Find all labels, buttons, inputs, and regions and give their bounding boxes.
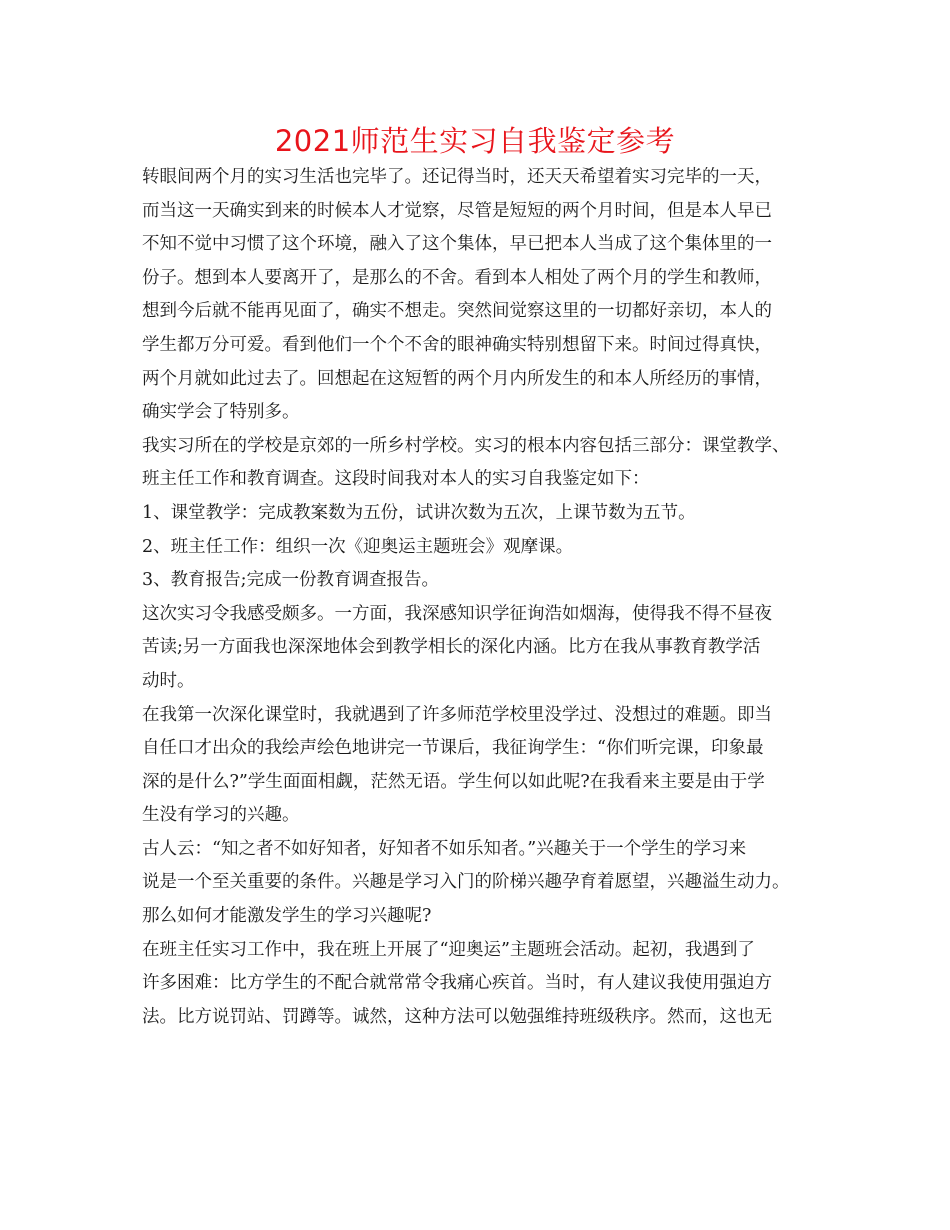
text-line: 想到今后就不能再见面了，确实不想走。突然间觉察这里的一切都好亲切，本人的: [142, 301, 772, 322]
text-line: 苦读;另一方面我也深深地体会到教学相长的深化内涵。比方在我从事教育教学活: [142, 637, 761, 658]
text-line: 份子。想到本人要离开了，是那么的不舍。看到本人相处了两个月的学生和教师，: [142, 267, 772, 288]
text-line: 班主任工作和教育调查。这段时间我对本人的实习自我鉴定如下：: [142, 469, 650, 490]
text-line: 1、课堂教学：完成教案数为五份，试讲次数为五次，上课节数为五节。: [142, 502, 696, 523]
text-line: 自任口才出众的我绘声绘色地讲完一节课后，我征询学生：“你们听完课，印象最: [142, 738, 764, 759]
text-line: 这次实习令我感受颇多。一方面，我深感知识学征询浩如烟海，使得我不得不昼夜: [142, 603, 772, 624]
text-line: 在我第一次深化课堂时，我就遇到了许多师范学校里没学过、没想过的难题。即当: [142, 704, 772, 725]
text-line: 不知不觉中习惯了这个环境，融入了这个集体，早已把本人当成了这个集体里的一: [142, 234, 772, 255]
text-line: 许多困难：比方学生的不配合就常常令我痛心疾首。当时，有人建议我使用强迫方: [142, 973, 772, 994]
document-body: [142, 161, 822, 1034]
text-line: 古人云：“知之者不如好知者，好知者不如乐知者。”兴趣关于一个学生的学习来: [142, 838, 747, 859]
text-line: 确实学会了特别多。: [142, 402, 300, 423]
text-line: 而当这一天确实到来的时候本人才觉察，尽管是短短的两个月时间，但是本人早已: [142, 200, 772, 221]
text-line: 深的是什么?”学生面面相觑，茫然无语。学生何以如此呢?在我看来主要是由于学: [142, 771, 765, 792]
document-title: 2021师范生实习自我鉴定参考: [274, 124, 676, 158]
text-line: 2、班主任工作：组织一次《迎奥运主题班会》观摩课。: [142, 536, 574, 557]
text-line: 生没有学习的兴趣。: [142, 805, 300, 826]
text-line: 两个月就如此过去了。回想起在这短暂的两个月内所发生的和本人所经历的事情，: [142, 368, 772, 389]
text-line: 3、教育报告;完成一份教育调查报告。: [142, 570, 440, 591]
text-line: 说是一个至关重要的条件。兴趣是学习入门的阶梯兴趣孕育着愿望，兴趣溢生动力。: [142, 872, 790, 893]
text-line: 那么如何才能激发学生的学习兴趣呢?: [142, 906, 432, 927]
text-line: 转眼间两个月的实习生活也完毕了。还记得当时，还天天希望着实习完毕的一天，: [142, 167, 772, 187]
text-line: 法。比方说罚站、罚蹲等。诚然，这种方法可以勉强维持班级秩序。然而，这也无: [142, 1006, 772, 1027]
text-line: 我实习所在的学校是京郊的一所乡村学校。实习的根本内容包括三部分：课堂教学、: [142, 435, 790, 456]
text-line: 动时。: [142, 670, 195, 691]
text-line: 学生都万分可爱。看到他们一个个不舍的眼神确实特别想留下来。时间过得真快，: [142, 334, 772, 355]
text-line: 在班主任实习工作中，我在班上开展了“迎奥运”主题班会活动。起初，我遇到了: [142, 939, 755, 960]
